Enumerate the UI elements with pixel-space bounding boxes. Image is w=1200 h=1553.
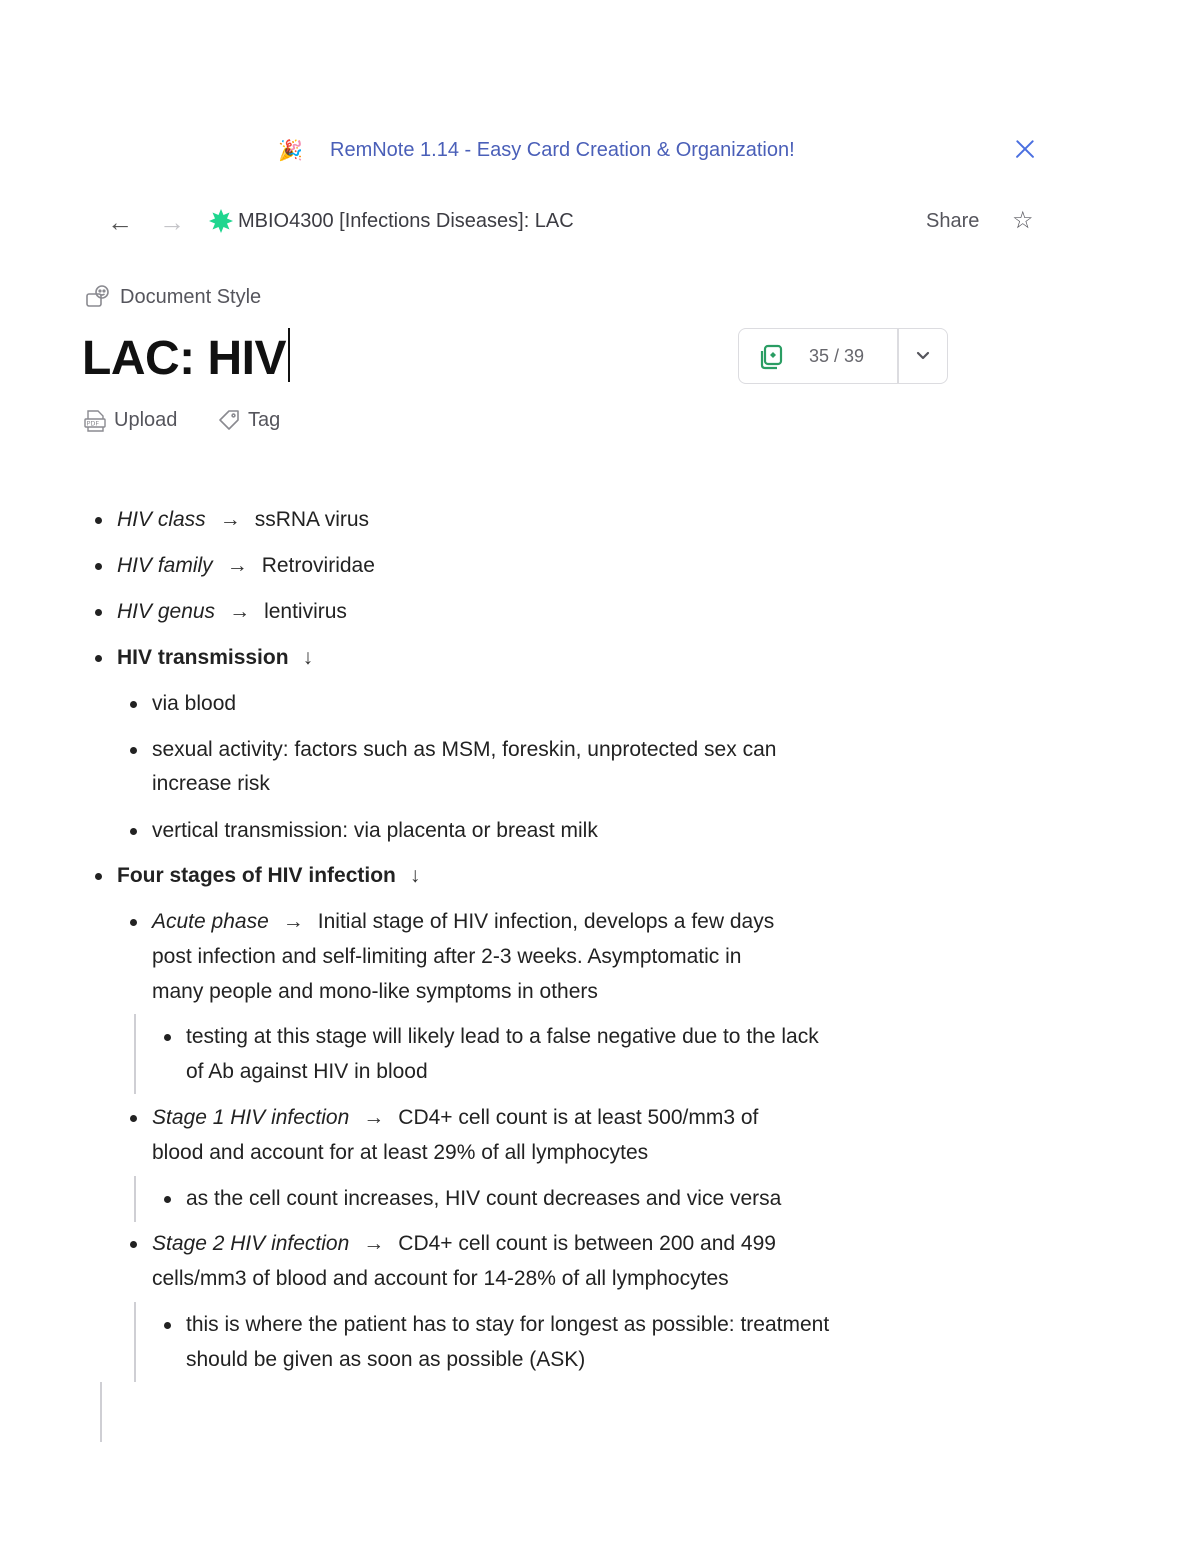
- list-item-continuation[interactable]: post infection and self-limiting after 2-3 weeks. Asymptomatic in: [152, 945, 742, 968]
- list-item-continuation[interactable]: many people and mono-like symptoms in others: [152, 980, 598, 1003]
- bullet-dot[interactable]: [95, 517, 102, 524]
- arrow-right-icon: →: [363, 1106, 385, 1129]
- upload-button[interactable]: Upload: [114, 409, 178, 431]
- document-header: [0, 200, 1200, 244]
- bullet-dot[interactable]: [130, 1241, 137, 1248]
- list-item[interactable]: [117, 549, 375, 584]
- list-item-continuation[interactable]: cells/mm3 of blood and account for 14-28% of all lymphocytes: [152, 1267, 729, 1290]
- flashcard-question: Four stages of HIV infection: [117, 864, 396, 887]
- bullet-dot[interactable]: [95, 563, 102, 570]
- bullet-dot[interactable]: [130, 1115, 137, 1122]
- announcement-banner: [0, 132, 1200, 168]
- list-item-continuation[interactable]: should be given as soon as possible (ASK): [186, 1348, 586, 1371]
- list-item[interactable]: [117, 859, 434, 894]
- flashcard-answer: Retroviridae: [261, 554, 375, 577]
- star-icon[interactable]: ☆: [1012, 207, 1034, 234]
- bullet-dot[interactable]: [164, 1322, 171, 1329]
- arrow-down-icon: ↓: [302, 646, 314, 669]
- indent-guide: [134, 1176, 136, 1222]
- flashcard-answer: ssRNA virus: [254, 508, 370, 531]
- arrow-left-icon[interactable]: ←: [107, 207, 133, 237]
- flashcard-count: 35 / 39: [809, 346, 865, 366]
- list-item-continuation[interactable]: blood and account for at least 29% of all lymphocytes: [152, 1141, 649, 1164]
- document-style-icon: [84, 283, 112, 311]
- text-caret: [288, 328, 290, 382]
- arrow-right-icon: →: [229, 600, 251, 623]
- indent-guide: [134, 1014, 136, 1094]
- flashcard-answer: CD4+ cell count is at least 500/mm3 of: [398, 1106, 759, 1129]
- bullet-dot[interactable]: [95, 655, 102, 662]
- list-item[interactable]: sexual activity: factors such as MSM, foreskin, unprotected sex can: [152, 738, 777, 761]
- page-title-text: LAC: HIV: [82, 332, 286, 385]
- bullet-dot[interactable]: [130, 828, 137, 835]
- list-item[interactable]: testing at this stage will likely lead to a false negative due to the lack: [186, 1025, 819, 1048]
- bullet-dot[interactable]: [164, 1196, 171, 1203]
- flashcard-counter[interactable]: [738, 328, 948, 384]
- banner-link[interactable]: RemNote 1.14 - Easy Card Creation & Organization!: [330, 139, 795, 161]
- flashcard-answer: CD4+ cell count is between 200 and 499: [398, 1232, 776, 1255]
- arrow-right-icon: →: [226, 554, 248, 577]
- share-button[interactable]: Share: [926, 210, 980, 232]
- flashcard-question: Stage 1 HIV infection: [152, 1106, 350, 1129]
- bullet-dot[interactable]: [95, 609, 102, 616]
- party-popper-icon: 🎉: [278, 140, 303, 162]
- list-item[interactable]: [117, 641, 327, 676]
- bullet-dot[interactable]: [130, 919, 137, 926]
- flashcard-question: HIV class: [117, 508, 206, 531]
- bullet-dot[interactable]: [130, 701, 137, 708]
- document-style-label: Document Style: [120, 286, 262, 308]
- list-item[interactable]: [152, 1101, 758, 1136]
- page-title[interactable]: [82, 328, 290, 386]
- bullet-dot[interactable]: [164, 1034, 171, 1041]
- arrow-right-icon: →: [282, 910, 304, 933]
- tag-button[interactable]: Tag: [248, 409, 281, 431]
- flashcard-question: Stage 2 HIV infection: [152, 1232, 350, 1255]
- list-item-continuation[interactable]: increase risk: [152, 772, 270, 795]
- arrow-right-icon[interactable]: →: [159, 207, 185, 237]
- chevron-down-icon: [915, 349, 931, 363]
- flashcard-question: HIV transmission: [117, 646, 289, 669]
- list-item[interactable]: vertical transmission: via placenta or breast milk: [152, 819, 598, 842]
- breadcrumb[interactable]: MBIO4300 [Infections Diseases]: LAC: [238, 210, 574, 232]
- list-item[interactable]: [117, 595, 347, 630]
- bullet-dot[interactable]: [95, 873, 102, 880]
- flashcard-answer: lentivirus: [264, 600, 347, 623]
- indent-guide: [100, 1382, 102, 1442]
- list-item-continuation[interactable]: of Ab against HIV in blood: [186, 1060, 428, 1083]
- flashcard-question: HIV genus: [117, 600, 216, 623]
- arrow-down-icon: ↓: [409, 864, 421, 887]
- flashcard-answer: Initial stage of HIV infection, develops a few days: [317, 910, 775, 933]
- arrow-right-icon: →: [363, 1232, 385, 1255]
- flashcard-dropdown-button[interactable]: [898, 329, 948, 383]
- pdf-file-icon: [84, 409, 106, 433]
- list-item[interactable]: [152, 1227, 776, 1262]
- bullet-dot[interactable]: [130, 747, 137, 754]
- flashcards-icon: [757, 343, 785, 371]
- tag-icon: [218, 409, 240, 431]
- list-item[interactable]: as the cell count increases, HIV count decreases and vice versa: [186, 1187, 782, 1210]
- flashcard-question: Acute phase: [152, 910, 269, 933]
- flashcard-question: HIV family: [117, 554, 213, 577]
- close-icon[interactable]: [1010, 134, 1040, 164]
- indent-guide: [134, 1302, 136, 1382]
- list-item[interactable]: this is where the patient has to stay for longest as possible: treatment: [186, 1313, 830, 1336]
- list-item[interactable]: [117, 503, 369, 538]
- document-burst-icon: [208, 208, 234, 234]
- list-item[interactable]: via blood: [152, 692, 237, 715]
- list-item[interactable]: [152, 905, 774, 940]
- svg-text:PDF: PDF: [86, 419, 100, 428]
- arrow-right-icon: →: [219, 508, 241, 531]
